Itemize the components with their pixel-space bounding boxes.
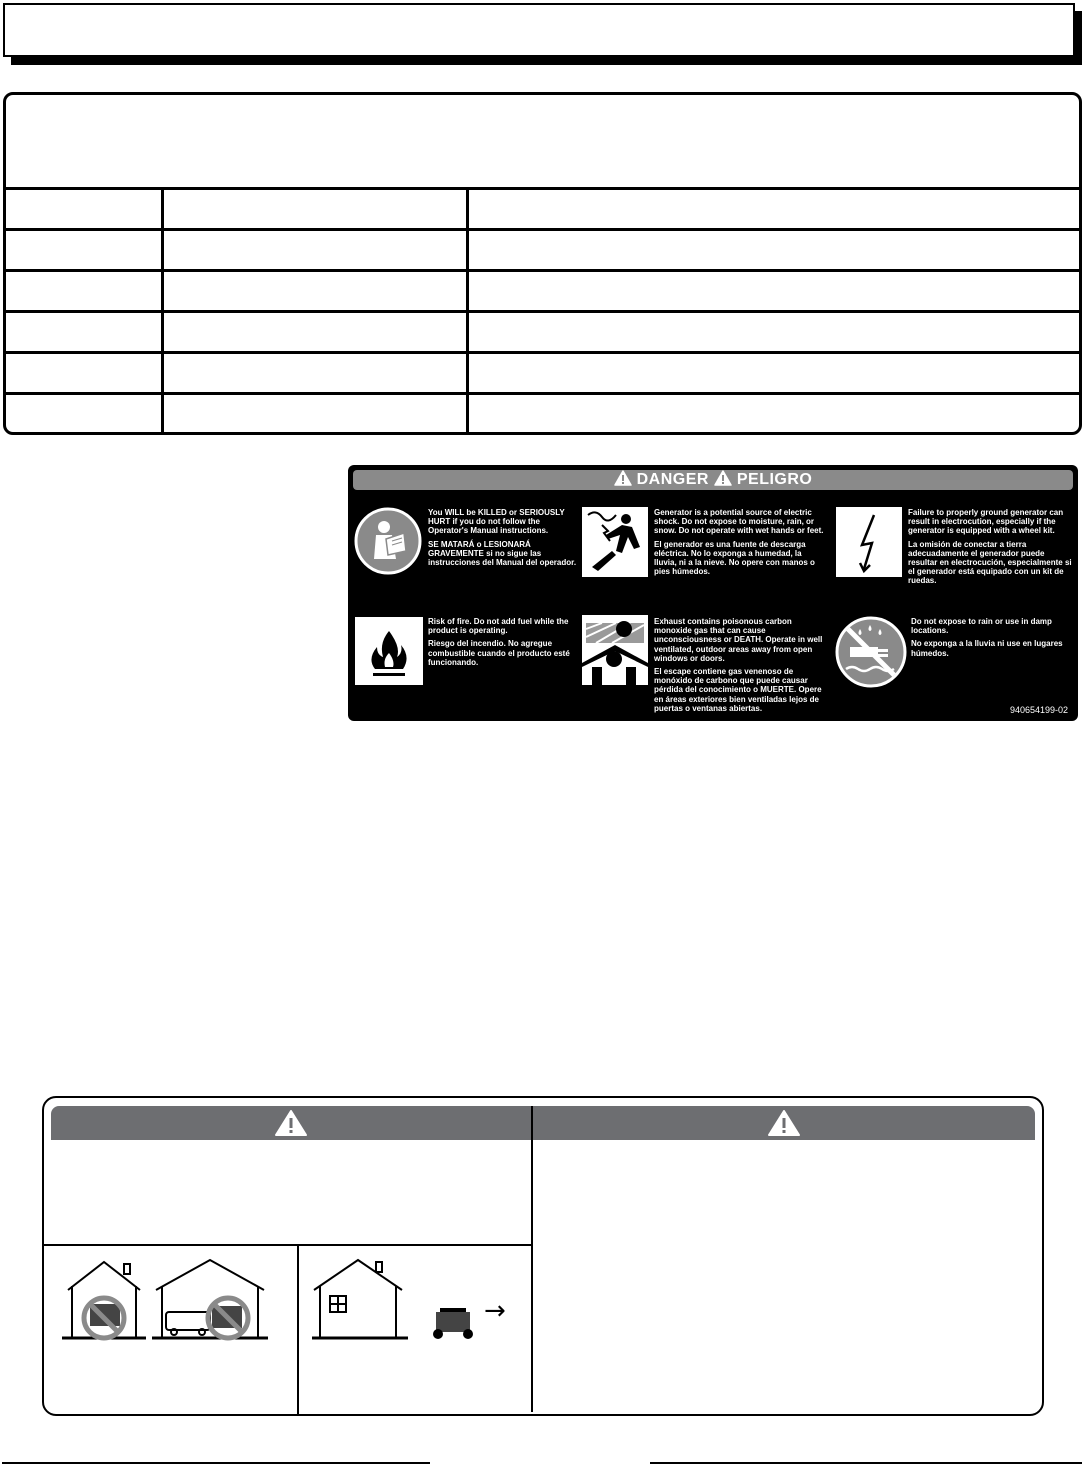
- danger-title: DANGER: [636, 471, 709, 488]
- danger-title-bar: [353, 470, 1073, 490]
- warning-triangle-icon: [274, 1109, 308, 1137]
- table-caption-area: [6, 95, 1079, 187]
- illustration-divider: [297, 1244, 299, 1414]
- block-1-spanish: SE MATARÁ o LESIONARÁ GRAVEMENTE si no sigue las instrucciones del Manual del operador.: [428, 539, 577, 568]
- safety-symbols-table: [3, 92, 1082, 435]
- row-divider: [44, 1244, 531, 1246]
- peligro-title: PELIGRO: [736, 471, 813, 488]
- block-6-spanish: No exponga a la lluvia ni use en lugares húmedos.: [911, 639, 1063, 658]
- block-4-spanish: Riesgo del incendio. No agregue combustible cuando el producto esté funcionando.: [428, 639, 570, 667]
- generator-icon: [433, 1308, 473, 1339]
- danger-block-6: [911, 617, 1071, 662]
- warning-triangle-icon: [714, 470, 732, 486]
- table-row: [6, 312, 1079, 353]
- symbols-table-grid: [6, 187, 1079, 433]
- exhaust-fumes-icon: [582, 615, 648, 685]
- part-number: 940654199-02: [1009, 705, 1068, 715]
- danger-block-3: [908, 508, 1072, 590]
- outdoor-use-illustration: [312, 1256, 512, 1346]
- section-header-box: [3, 3, 1075, 57]
- lightning-bolt-icon: [836, 507, 902, 577]
- warning-header-bar-left: [51, 1106, 531, 1140]
- danger-block-5: [654, 617, 824, 717]
- electric-shock-icon: [582, 507, 648, 577]
- table-row: [6, 230, 1079, 271]
- block-5-english: Exhaust contains poisonous carbon monoxide gas that can cause unconsciousness or DEATH. Operate in well ventilated, outdoor areas away from open windows or doors.: [654, 617, 823, 663]
- carbon-monoxide-warning-box: [42, 1096, 1044, 1416]
- block-5-spanish: El escape contiene gas venenoso de monóxido de carbono que puede causar pérdida del conocimiento o MUERTE. Opere en áreas exteriores bien ventiladas lejos de puertas o ventanas abiertas.: [654, 667, 822, 713]
- read-manual-icon: [354, 505, 422, 577]
- flame-icon: [355, 617, 423, 685]
- no-indoor-use-illustration: [62, 1256, 282, 1346]
- footer-rule-right: [650, 1462, 1082, 1464]
- danger-block-4: [428, 617, 578, 671]
- block-3-english: Failure to properly ground generator can result in electrocution, especially if the generator is equipped with a wheel kit.: [908, 508, 1064, 536]
- table-row: [6, 271, 1079, 312]
- block-3-spanish: La omisión de conectar a tierra adecuadamente el generador puede resultar en electrocución, especialmente si el generador está equipado con un kit de ruedas.: [908, 539, 1072, 586]
- table-row: [6, 353, 1079, 394]
- block-2-spanish: El generador es una fuente de descarga eléctrica. No lo exponga a humedad, la lluvia, ni a la nieve. No opere con manos o pies húmedos.: [654, 539, 815, 577]
- warning-header-bar-right: [533, 1106, 1035, 1140]
- danger-decal: [348, 465, 1078, 721]
- warning-triangle-icon: [614, 470, 632, 486]
- warning-triangle-icon: [767, 1109, 801, 1137]
- block-1-english: You WILL be KILLED or SERIOUSLY HURT if you do not follow the Operator's Manual instructions.: [428, 508, 565, 536]
- danger-block-2: [654, 508, 824, 580]
- table-row: [6, 189, 1079, 230]
- block-2-english: Generator is a potential source of electric shock. Do not expose to moisture, rain, or snow. Do not operate with wet hands or feet.: [654, 508, 824, 536]
- block-4-english: Risk of fire. Do not add fuel while the product is operating.: [428, 617, 569, 636]
- footer-rule-left: [2, 1462, 430, 1464]
- no-rain-icon: [834, 615, 908, 689]
- table-row: [6, 394, 1079, 434]
- danger-block-1: [428, 508, 578, 571]
- block-6-english: Do not expose to rain or use in damp locations.: [911, 617, 1052, 636]
- column-divider: [531, 1106, 533, 1412]
- arrow-right-icon: →: [484, 1296, 506, 1326]
